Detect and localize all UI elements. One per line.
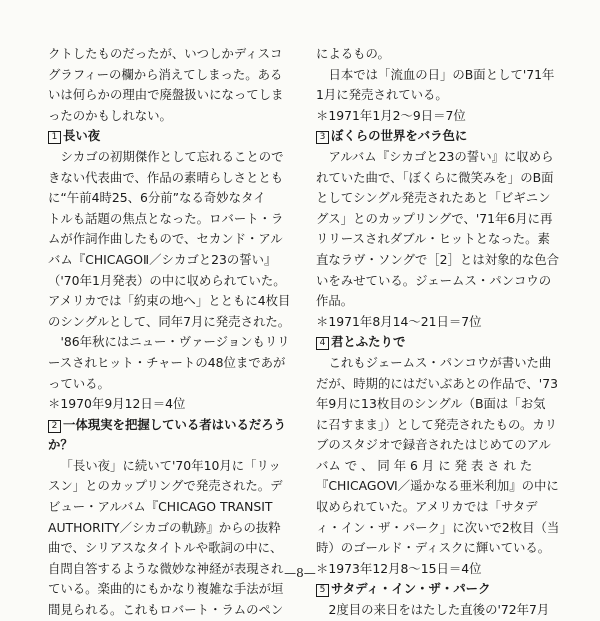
body-text-line: によるもの。 xyxy=(316,46,390,61)
body-text-line: れていた曲で、「ぼくらに微笑みを」のB面 xyxy=(316,169,554,185)
track-number-box: 4 xyxy=(316,337,329,350)
body-text-line: いは何らかの理由で廃盤扱いになってしま xyxy=(48,87,284,103)
body-text-line: スン」とのカップリングで発売された。デ xyxy=(48,478,283,494)
track-number-box: 1 xyxy=(48,131,61,144)
body-text-line: 1月に発売されている。 xyxy=(316,87,448,103)
body-text-line: 作品。 xyxy=(316,293,354,309)
song-title: 君とふたりで xyxy=(331,334,406,350)
right-column xyxy=(316,44,558,621)
section-heading xyxy=(48,126,290,147)
body-text-line: ＊1970年9月12日＝4位 xyxy=(48,396,186,412)
body-text-line: に召すまま」）として発売されたもの。カリ xyxy=(316,416,558,432)
body-text-line: に“午前4時25、6分前”なる奇妙なタイ xyxy=(48,190,266,206)
body-text-line: 『CHICAGOⅥ／遥かなる亜米利加』の中に xyxy=(316,478,559,494)
body-text-line: 間見られる。これもロバート・ラムのペン xyxy=(48,602,284,618)
track-number-box: 5 xyxy=(316,584,329,597)
body-text-line: AUTHORITY／シカゴの軌跡』からの抜粋 xyxy=(48,519,281,535)
body-text-line: （'70年1月発表）の中に収められていた。 xyxy=(48,272,286,288)
body-text-line: っている。 xyxy=(48,375,110,391)
body-text-line: '86年秋にはニュー・ヴァージョンもリリ xyxy=(60,334,290,350)
song-title: か？ xyxy=(48,437,73,453)
body-text-line: ブのスタジオで録音されたはじめてのアル xyxy=(316,437,551,453)
body-text-line: ＊1973年12月8〜15日＝4位 xyxy=(316,560,482,576)
body-text-line: 2度目の来日をはたした直後の'72年7月 xyxy=(328,602,550,618)
section-heading xyxy=(48,435,290,456)
body-text-line: きない代表曲で、作品の素晴らしさととも xyxy=(48,169,284,185)
page-number: —8— xyxy=(284,566,316,580)
body-text-line: ている。楽曲的にもかなり複雑な手法が垣 xyxy=(48,581,284,597)
body-text-line: ムが作詞作曲したもので、セカンド・アル xyxy=(48,231,283,247)
track-number-box: 2 xyxy=(48,420,61,433)
body-text-line: 自問自答するような微妙な神経が表現され xyxy=(48,560,284,576)
body-text-line: 「長い夜」に続いて'70年10月に「リッ xyxy=(60,457,281,473)
song-title: サタディ・イン・ザ・パーク xyxy=(331,581,491,597)
body-text-line: 日本では「流血の日」のB面として'71年 xyxy=(328,66,555,82)
body-text-line: いをみせている。ジェームス・パンコウの xyxy=(316,272,552,288)
body-text-line: トルも話題の焦点となった。ロバート・ラ xyxy=(48,210,284,226)
body-text-line: 曲で、シリアスなタイトルや歌詞の中に、 xyxy=(48,540,283,556)
body-text-line: 時）のゴールド・ディスクに輝いている。 xyxy=(316,540,551,556)
body-text-line: バム『CHICAGOⅡ／シカゴと23の誓い』 xyxy=(48,251,277,267)
left-column xyxy=(48,44,290,621)
body-text-line: のシングルとして、同年7月に発売された。 xyxy=(48,313,291,329)
song-title: 一体現実を把握している者はいるだろう xyxy=(63,416,287,432)
body-text-line: だが、時期的にはだいぶあとの作品で、'73 xyxy=(316,375,558,391)
body-text-line: ビュー・アルバム『CHICAGO TRANSIT xyxy=(48,499,273,515)
body-text-line: アメリカでは「約束の地へ」とともに4枚目 xyxy=(48,293,291,309)
body-text-line: グス」とのカップリングで、'71年6月に再 xyxy=(316,210,553,226)
body-text-line: バム で 、 同 年 6 月 に 発 表 さ れ た xyxy=(316,457,533,473)
body-text-line: ィ・イン・ザ・パーク」に次いで2枚目（当 xyxy=(316,519,560,535)
section-heading xyxy=(48,415,290,436)
body-text-line: リリースされダブル・ヒットとなった。素 xyxy=(316,231,550,247)
body-text-line: 年9月に13枚目のシングル（B面は「お気 xyxy=(316,396,546,412)
body-text-line: ったのかもしれない。 xyxy=(48,107,172,123)
body-text-line: 収められていた。アメリカでは「サタデ xyxy=(316,499,538,515)
body-text-line: 直なラヴ・ソングで［2］とは対象的な色合 xyxy=(316,251,560,267)
section-heading xyxy=(316,126,558,147)
song-title: 長い夜 xyxy=(63,128,101,144)
body-text-line: アルバム『シカゴと23の誓い』に収めら xyxy=(328,148,554,164)
body-text-line: ＊1971年8月14〜21日＝7位 xyxy=(316,313,482,329)
body-text-line: グラフィーの欄から消えてしまった。ある xyxy=(48,66,283,82)
body-text-line: シカゴの初期傑作として忘れることので xyxy=(60,148,284,164)
section-heading xyxy=(316,332,558,353)
song-title: ぼくらの世界をバラ色に xyxy=(331,128,468,144)
body-text-line: ＊1971年1月2〜9日＝7位 xyxy=(316,107,466,123)
body-text-line: としてシングル発売されたあと「ビギニン xyxy=(316,190,551,206)
body-text-line: これもジェームス・パンコウが書いた曲 xyxy=(328,354,552,370)
body-text-line: クトしたものだったが、いつしかディスコ xyxy=(48,46,283,61)
body-text-line: ースされヒット・チャートの48位まであが xyxy=(48,354,286,370)
track-number-box: 3 xyxy=(316,131,329,144)
